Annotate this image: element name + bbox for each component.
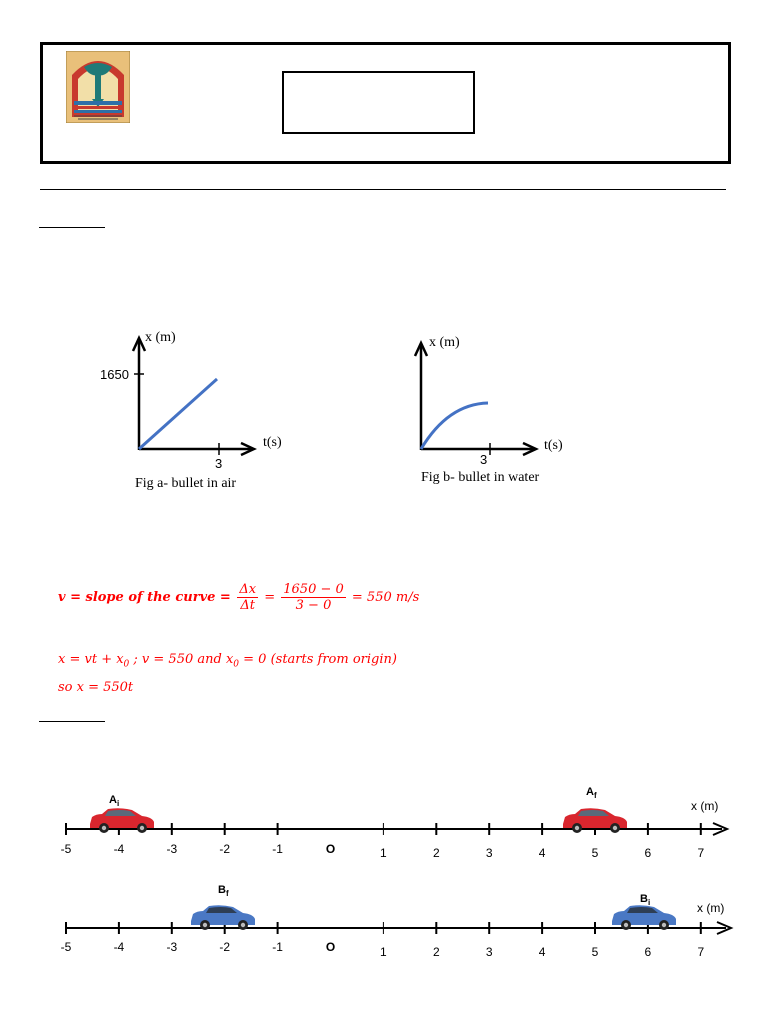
car-a-initial-label: $A_i$: [109, 794, 120, 808]
car-b-final-label: $B_f$: [218, 884, 229, 898]
graph-a: [100, 330, 282, 491]
graph-a-y-tick-label: 1650: [100, 367, 129, 382]
number-line-a-tick-label: -1: [272, 842, 283, 856]
delta-fraction: [237, 582, 258, 613]
number-line-b-tick-label: 7: [697, 945, 705, 959]
number-line-b-tick-label: -5: [60, 940, 72, 954]
graph-b-caption: Fig b- bullet in water: [421, 470, 540, 485]
value-fraction: [281, 582, 346, 613]
graph-b-x-tick-label: 3: [480, 452, 488, 467]
equation-part-c: = 0 (starts from origin): [239, 652, 397, 667]
school-logo-icon: [66, 51, 130, 123]
number-line-a-tick-label: -3: [166, 842, 178, 856]
number-line-b-tick-label: O: [325, 940, 336, 954]
car-b-final-icon: [191, 905, 255, 930]
number-line-b-axis-label: x (m): [697, 901, 725, 915]
car-a-final-label: $A_f$: [586, 786, 597, 800]
fraction-denominator: 3 − 0: [295, 598, 332, 613]
number-line-b-tick-label: 2: [432, 945, 440, 959]
number-line-a-tick-label: 7: [697, 846, 705, 860]
graph-a-x-label: t(s): [263, 435, 282, 450]
graph-b: [415, 335, 563, 485]
graph-a-x-tick-label: 3: [215, 456, 223, 471]
number-line-a-tick-label: 3: [485, 846, 493, 860]
graph-b-y-label: x (m): [429, 335, 460, 350]
solution-line-1: [58, 582, 419, 613]
number-line-b-tick-label: -3: [166, 940, 178, 954]
horizontal-rule: [40, 189, 726, 190]
number-line-a-tick-label: O: [325, 842, 336, 856]
solution-line-3: so x = 550t: [58, 680, 134, 695]
subscript-zero-1: 0: [123, 659, 130, 670]
car-b-initial-icon: [612, 905, 676, 930]
number-line-b-tick-label: -4: [113, 940, 125, 954]
number-line-b: [61, 884, 731, 959]
number-line-b-tick-label: 3: [485, 945, 493, 959]
number-line-a-tick-label: -5: [60, 842, 72, 856]
number-lines-area: [0, 780, 768, 970]
velocity-result: = 550 m/s: [347, 590, 420, 605]
equals-sign: =: [260, 590, 280, 605]
section-underline-2: [39, 721, 105, 722]
number-line-b-tick-label: -1: [272, 940, 283, 954]
graph-b-curve: [421, 403, 488, 449]
number-line-a: [61, 786, 727, 860]
subscript-zero-2: 0: [233, 659, 240, 670]
graph-a-caption: Fig a- bullet in air: [135, 476, 237, 491]
graph-b-x-label: t(s): [544, 438, 563, 453]
number-line-a-tick-label: -2: [219, 842, 231, 856]
number-line-a-tick-label: 5: [591, 846, 599, 860]
solution-line-2: [58, 652, 397, 670]
graph-a-line: [139, 379, 217, 449]
number-line-a-tick-label: 1: [380, 846, 387, 860]
number-line-a-tick-label: 6: [644, 846, 652, 860]
car-b-initial-label: $B_i$: [640, 893, 651, 907]
number-line-b-tick-label: 6: [644, 945, 652, 959]
equation-part-a: x = vt + x: [58, 652, 124, 667]
delta-x: Δx: [239, 582, 257, 597]
number-line-b-tick-label: 1: [380, 945, 387, 959]
number-line-b-tick-label: 4: [538, 945, 546, 959]
number-line-a-axis-label: x (m): [691, 799, 719, 813]
fraction-numerator: 1650 − 0: [283, 582, 344, 597]
number-line-a-tick-label: -4: [113, 842, 125, 856]
number-line-b-tick-label: 5: [591, 945, 599, 959]
number-line-b-tick-label: -2: [219, 940, 231, 954]
graph-a-y-label: x (m): [145, 330, 176, 345]
title-box: [282, 71, 475, 134]
number-line-a-tick-label: 4: [538, 846, 546, 860]
graphs-area: [0, 320, 768, 500]
section-underline-1: [39, 227, 105, 228]
equation-part-b: ; v = 550 and x: [129, 652, 234, 667]
slope-text: v = slope of the curve =: [58, 590, 236, 605]
number-line-a-tick-label: 2: [432, 846, 440, 860]
delta-t: Δt: [240, 598, 256, 613]
